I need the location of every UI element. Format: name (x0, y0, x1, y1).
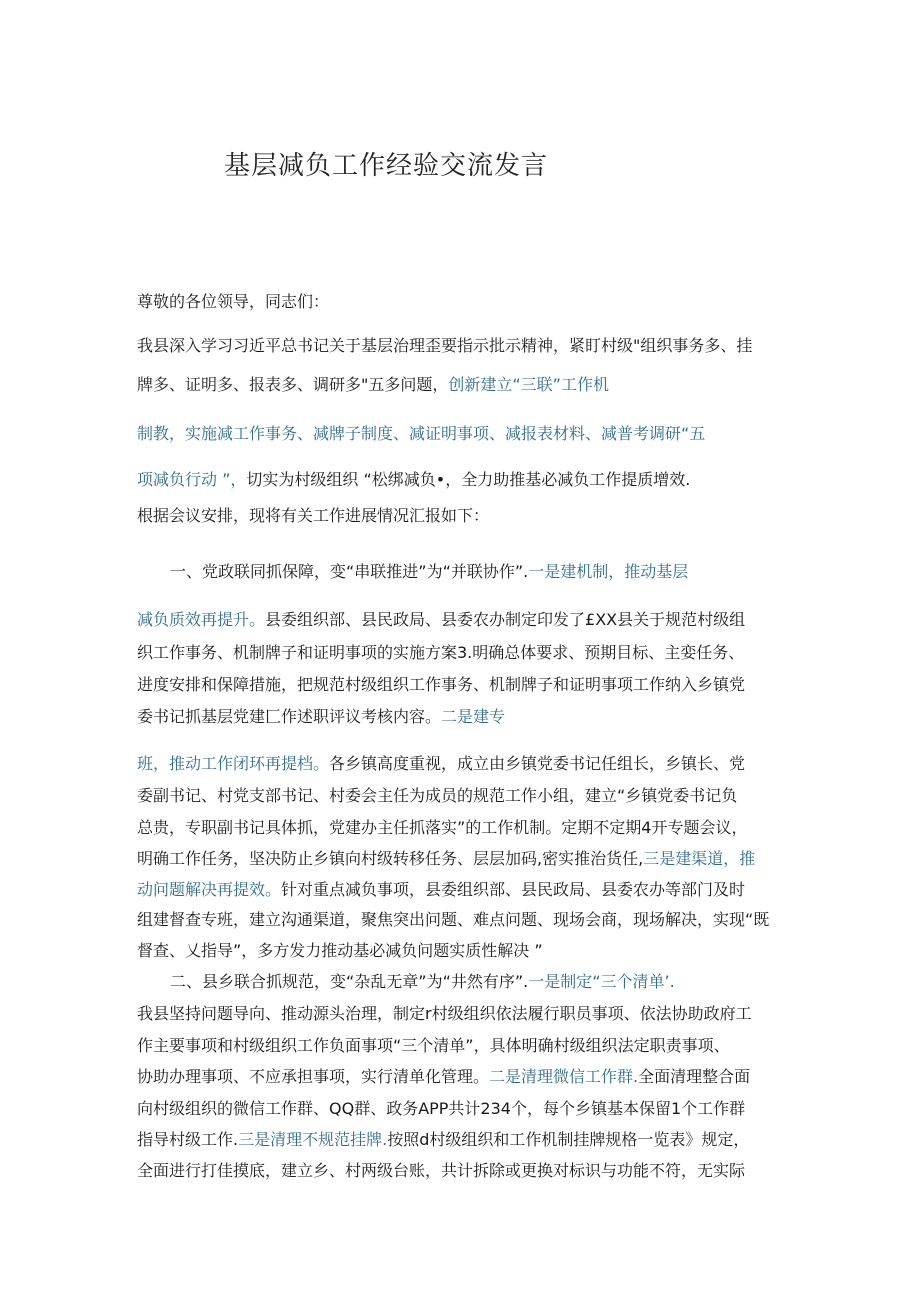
highlight-text: 一是制定“三个清单’. (528, 972, 675, 991)
text-line (137, 470, 690, 490)
highlight-text: 二是清理微信工作群. (489, 1067, 639, 1086)
text-line (137, 1130, 749, 1150)
text-line (137, 610, 745, 630)
text-line (137, 643, 744, 663)
section-heading-1 (170, 562, 688, 582)
document-title: 基层减负工作经验交流发言 (224, 151, 549, 181)
highlight-text: 二是建专 (441, 707, 506, 726)
highlight-text: 班，推动工作闭环再提档。 (137, 754, 330, 773)
body-text: 明确工作任务，坚决防止乡镇向村级转移任务、层层加码,密实推治货任, (137, 849, 644, 868)
text-line (137, 375, 609, 395)
body-text: 切实为村级组织 “松绑减负•，全力助推基必减负工作提质增效. (246, 470, 691, 489)
body-text: 牌多、证明多、报表多、调研多"五多问题， (137, 375, 449, 394)
text-line (137, 1004, 752, 1024)
body-text: 总贵，专职副书记具体抓，党建办主任抓落实”的工作机制。定期不定期4开专题会议， (137, 818, 748, 837)
text-line (137, 707, 505, 727)
text-line (137, 675, 745, 695)
body-text: 我县深入学习习近平总书记关于基层治理歪要指示批示精神，紧盯村级"组织事务多、挂 (137, 336, 753, 355)
text-line (137, 1067, 750, 1087)
text-line (137, 506, 489, 526)
body-text: 进度安排和保障措施，把规范村级组织工作事务、机制牌子和证明事项工作纳入乡镇党 (137, 675, 746, 694)
body-text: 向村级组织的微信工作群、QQ群、政务APP共计234个，每个乡镇基本保留1个工作群 (137, 1099, 746, 1118)
text-line (137, 336, 752, 356)
body-text: 县委组织部、县民政局、县委农办制定印发了£XX县关于规范村级组 (265, 610, 746, 629)
body-text: 一、党政联同抓保障，变“串联推进”为“并联协作”. (170, 562, 529, 581)
body-text: 根据会议安排，现将有关工作进展情况汇报如下： (137, 506, 490, 525)
body-text: 组建督查专班，建立沟通渠道，聚焦突出问题、难点问题、现场会商，现场解决，实现“既 (137, 910, 770, 929)
highlight-text: 创新建立“三联”工作机 (448, 375, 609, 394)
highlight-text: 减负质效再提升。 (137, 610, 266, 629)
body-text: 针对重点减负事项，县委组织部、县民政局、县委农办等部门及时 (281, 880, 746, 899)
text-line (137, 1036, 730, 1056)
highlight-text: 项减负行动 ”， (137, 470, 247, 489)
body-text: 督查、乂指导”，多方发力推动基必减负问题实质性解决 ” (137, 941, 543, 960)
body-text: 委副书记、村党支部书记、村委会主任为成员的规范工作小组，建立“乡镇党委书记负 (137, 786, 738, 805)
body-text: 尊敬的各位领导，同志们： (137, 292, 330, 311)
text-line (137, 880, 745, 900)
highlight-text: 一是建机制，推动基层 (528, 562, 689, 581)
highlight-text: 三是清理不规范挂牌. (238, 1130, 388, 1149)
body-text: 二、县乡联合抓规范，变“杂乱无章”为“井然有序”. (170, 972, 529, 991)
body-text: 委书记抓基层党建匚作述职评议考核内容。 (137, 707, 442, 726)
body-text: 作主要事项和村级组织工作负面事项“三个清单”，具体明确村级组织法定职责事项、 (137, 1036, 730, 1055)
body-text: 指导村级工作. (137, 1130, 239, 1149)
body-text: 织工作事务、机制牌子和证明事项的实施方案3.明确总体要求、预期目标、主娈任务、 (137, 643, 745, 662)
highlight-text: 动问题解决再提效。 (137, 880, 282, 899)
text-line (137, 1161, 745, 1181)
body-text: 各乡镇高度重视，成立由乡镇党委书记任组长，乡镇长、党 (329, 754, 746, 773)
body-text: 全面清理整合面 (638, 1067, 751, 1086)
highlight-text: 制教，实施减工作事务、减牌子制度、减证明事项、减报表材料、减普考调研“五 (137, 424, 706, 443)
text-line (137, 754, 745, 774)
text-line (137, 910, 769, 930)
body-text: 按照d村级组织和工作机制挂牌规格一览表》规定， (387, 1130, 750, 1149)
highlight-text: 三是建渠道，推 (643, 849, 756, 868)
text-line (137, 849, 755, 869)
body-text: 全面进行打佳摸底，建立乡、村两级台账，共计拆除或更换对标识与功能不符，无实际 (137, 1161, 746, 1180)
text-line (137, 424, 705, 444)
body-text: 我县坚持问题导向、推动源头治理，制定r村级组织依法履行职员事项、依法协助政府工 (137, 1004, 752, 1023)
salutation-line (137, 292, 329, 312)
text-line (137, 1099, 745, 1119)
text-line (137, 941, 543, 961)
text-line (137, 818, 747, 838)
section-heading-2 (170, 972, 675, 992)
text-line (137, 786, 737, 806)
body-text: 协助办理事项、不应承担事项，实行清单化管理。 (137, 1067, 490, 1086)
